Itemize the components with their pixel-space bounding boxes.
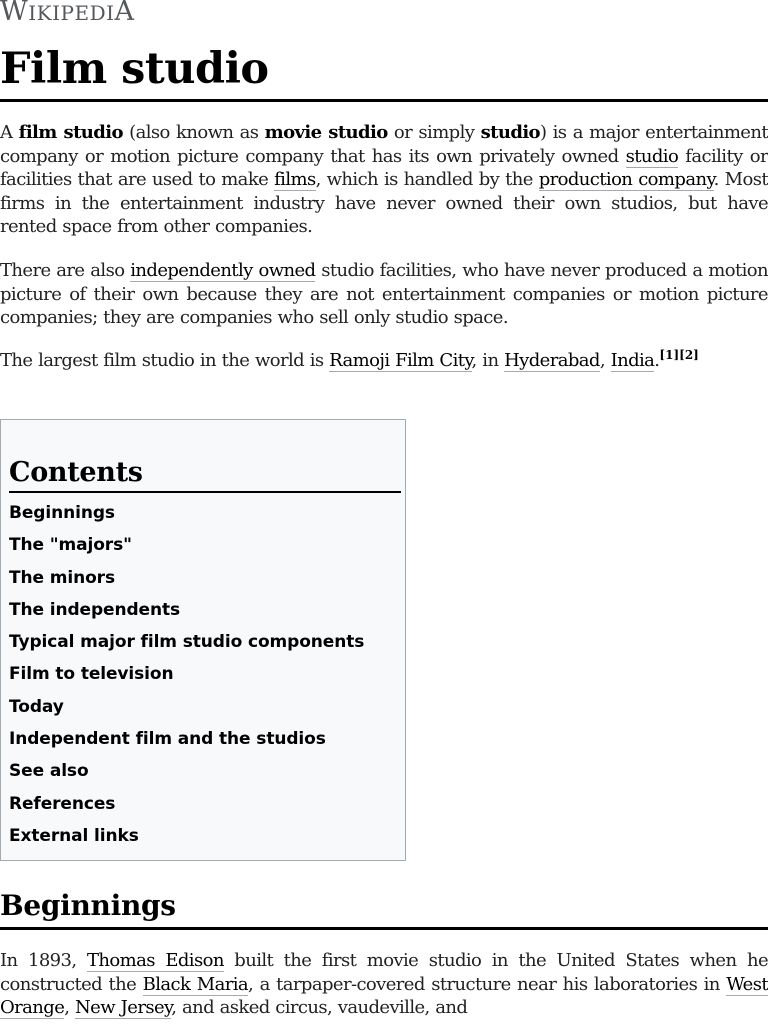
page-title: Film studio [0, 44, 269, 94]
text-run: , which is handled by the [315, 169, 539, 191]
text-run: In 1893, [0, 950, 87, 971]
text-run: . [654, 350, 660, 371]
toc-item-beginnings[interactable]: Beginnings [9, 503, 115, 523]
text-run: (also known as [122, 122, 265, 143]
text-run: , [64, 997, 76, 1019]
text-run: A [0, 122, 19, 143]
intro-paragraph-2 [0, 259, 768, 330]
section-heading-beginnings: Beginnings [0, 889, 176, 922]
toc-item-film-to-television[interactable]: Film to television [9, 664, 174, 685]
toc-item-typical-components[interactable]: Typical major film studio components [9, 632, 365, 653]
toc-divider [9, 491, 401, 493]
intro-paragraph-1 [0, 121, 768, 239]
link-films[interactable]: films [274, 169, 316, 191]
toc-item-references[interactable]: References [9, 793, 116, 814]
link-west-orange[interactable]: West Orange [0, 973, 768, 1019]
toc-item-see-also[interactable]: See also [9, 761, 89, 782]
link-black-maria[interactable]: Black Maria [142, 973, 249, 995]
reference-1-link[interactable]: [1] [659, 348, 680, 362]
toc-title: Contents [9, 457, 143, 488]
text-run: The largest film studio in the world is [0, 350, 330, 371]
bold-term-studio: studio [480, 122, 540, 143]
intro-paragraph-3 [0, 349, 768, 373]
text-run: studio facilities, who have never produced a motion picture of their own because they are not entertainment companies or motion picture companies; they are companies who sell only studio space. [0, 260, 768, 329]
title-divider [0, 99, 768, 102]
text-run: facility or facilities that are used to make [0, 145, 768, 191]
toc-item-the-independents[interactable]: The independents [9, 599, 181, 620]
toc-item-external-links[interactable]: External links [9, 825, 139, 846]
bold-term-movie-studio: movie studio [264, 122, 388, 143]
text-run: ) is a major entertainment company or motion picture company that has its own privately owned [0, 122, 768, 167]
text-run: . Most firms in the entertainment industry have never owned their own studios, but have rented space from other companies. [0, 169, 768, 238]
link-ramoji-film-city[interactable]: Ramoji Film City [329, 350, 472, 371]
link-new-jersey[interactable]: New Jersey [75, 997, 172, 1019]
bold-term-film-studio: film studio [18, 122, 123, 143]
text-run: , and asked circus, vaudeville, and [171, 997, 468, 1019]
link-independently-owned[interactable]: independently owned [130, 260, 316, 281]
text-run: built the first movie studio in the United States when he constructed the [0, 950, 768, 995]
toc-item-independent-film[interactable]: Independent film and the studios [9, 729, 326, 750]
beginnings-paragraph-1 [0, 949, 768, 1020]
table-of-contents [0, 419, 406, 861]
wikipedia-wordmark-logo[interactable]: WIKIPEDIA [0, 0, 135, 27]
toc-item-the-minors[interactable]: The minors [9, 567, 115, 588]
text-run: or simply [387, 122, 481, 143]
link-production-company[interactable]: production company [538, 169, 714, 191]
link-thomas-edison[interactable]: Thomas Edison [86, 950, 224, 971]
text-run: , a tarpaper-covered structure near his laboratories in [248, 973, 727, 995]
toc-item-today[interactable]: Today [9, 696, 64, 717]
reference-2[interactable] [679, 348, 699, 362]
text-run: , in [471, 350, 505, 371]
toc-list [9, 500, 364, 855]
text-run: , [599, 350, 611, 371]
link-hyderabad[interactable]: Hyderabad [504, 350, 600, 371]
toc-item-the-majors[interactable]: The "majors" [9, 535, 132, 556]
section-divider [0, 927, 768, 930]
reference-1[interactable] [659, 348, 679, 362]
link-studio[interactable]: studio [625, 145, 679, 167]
reference-2-link[interactable]: [2] [679, 348, 699, 362]
link-india[interactable]: India [610, 350, 655, 371]
text-run: There are also [0, 260, 131, 281]
